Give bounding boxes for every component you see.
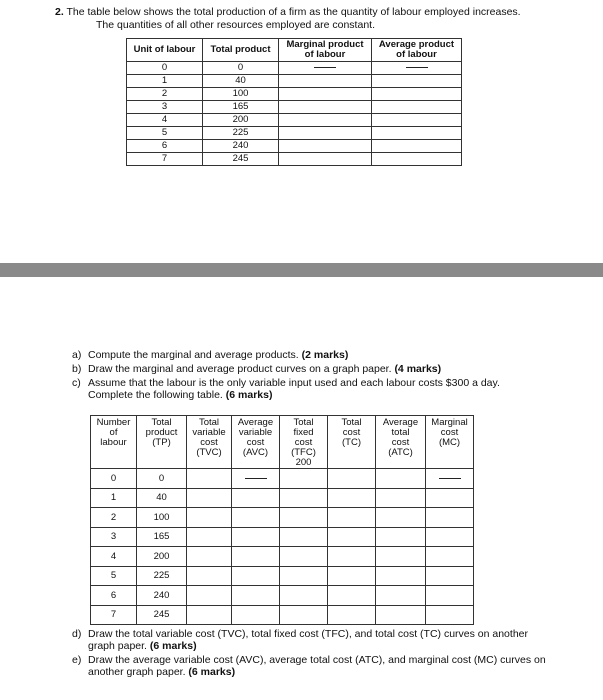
production-table-row xyxy=(127,75,462,88)
production-table-cell-value: 4 xyxy=(161,114,168,125)
cost-table-header-text: fixed xyxy=(293,427,314,438)
cost-table-header-cell xyxy=(232,416,280,469)
cost-table-cell xyxy=(187,547,232,567)
question-part xyxy=(72,349,546,361)
cost-table-cell xyxy=(280,469,328,489)
cost-table-cell xyxy=(187,527,232,547)
cost-table-header-cell xyxy=(376,416,426,469)
production-table-header xyxy=(127,39,462,62)
cost-table-cell xyxy=(280,508,328,528)
cost-table-header-text: Total xyxy=(198,417,220,428)
production-table-cell xyxy=(372,153,462,166)
production-table-row xyxy=(127,88,462,101)
cost-table-cell xyxy=(376,566,426,586)
production-table-cell xyxy=(372,114,462,127)
cost-table-cell xyxy=(328,605,376,625)
cost-table-cell xyxy=(137,566,187,586)
cost-table-cell xyxy=(328,508,376,528)
cost-table-cell xyxy=(376,469,426,489)
cost-table-cell xyxy=(426,547,474,567)
cost-table-header-cell xyxy=(328,416,376,469)
cost-table-cell xyxy=(328,547,376,567)
cost-table-row xyxy=(91,605,474,625)
cost-table-cell-value: 40 xyxy=(156,492,167,504)
cost-table-header-text: cost xyxy=(246,437,265,448)
cost-table-cell-value: 0 xyxy=(110,472,117,484)
production-table-header-cell xyxy=(279,39,372,62)
cost-table-header-text: 200 xyxy=(295,457,312,468)
cost-table-cell xyxy=(187,566,232,586)
cost-table-cell xyxy=(376,508,426,528)
blank-dash xyxy=(406,67,428,68)
cost-table-header-text: (TC) xyxy=(342,437,361,448)
question-part-marks: (6 marks) xyxy=(149,640,197,652)
cost-table-cell xyxy=(91,586,137,606)
cost-table-cell-value: 7 xyxy=(110,609,117,621)
cost-table-cell xyxy=(137,469,187,489)
cost-table-header-text: cost xyxy=(342,427,361,438)
production-table-cell-value: 3 xyxy=(161,101,168,112)
cost-table-cell xyxy=(376,547,426,567)
cost-table-cell xyxy=(426,586,474,606)
cost-table-cell xyxy=(137,605,187,625)
cost-table-cell xyxy=(328,566,376,586)
cost-table-row xyxy=(91,527,474,547)
question-part-text: Draw the average variable cost (AVC), average total cost (ATC), and marginal cost (MC) curves on another graph paper. xyxy=(88,654,546,678)
production-table-cell xyxy=(203,114,279,127)
production-table-cell xyxy=(279,153,372,166)
production-table-header-text: Total product xyxy=(210,44,271,55)
production-table-cell xyxy=(127,101,203,114)
cost-table-header-text: Marginal xyxy=(431,417,468,428)
cost-table-header-cell xyxy=(280,416,328,469)
production-table-row xyxy=(127,62,462,75)
cost-table-cell xyxy=(91,488,137,508)
production-table-cell-value: 100 xyxy=(232,88,249,99)
cost-table-cell xyxy=(426,605,474,625)
question-part xyxy=(72,654,548,678)
cost-table-cell xyxy=(426,566,474,586)
production-table-cell xyxy=(203,88,279,101)
production-table-cell xyxy=(203,153,279,166)
question-part-marks: (4 marks) xyxy=(394,363,442,375)
cost-table-cell-value: 200 xyxy=(153,550,170,562)
cost-table-cell xyxy=(232,586,280,606)
cost-table-cell xyxy=(91,508,137,528)
cost-table-header-text: Total xyxy=(293,417,314,428)
blank-dash xyxy=(439,478,461,479)
production-table-cell-value: 2 xyxy=(161,88,168,99)
blank-dash xyxy=(314,67,336,68)
cost-table-cell xyxy=(376,586,426,606)
question-part-marks: (6 marks) xyxy=(225,389,273,401)
cost-table-row xyxy=(91,469,474,489)
production-table-header-text: of labour xyxy=(396,49,437,60)
cost-table-cell xyxy=(376,527,426,547)
blank-dash xyxy=(245,478,267,479)
cost-table-header-text: cost xyxy=(200,437,218,448)
cost-table-cell xyxy=(187,586,232,606)
production-table-cell-value: 200 xyxy=(232,114,249,125)
cost-table-cell xyxy=(280,527,328,547)
cost-table-cell xyxy=(328,488,376,508)
production-table-cell-value: 6 xyxy=(161,140,168,151)
cost-table-cell-value: 2 xyxy=(110,511,117,523)
cost-table-header-text: (MC) xyxy=(438,437,461,448)
production-table-cell xyxy=(127,62,203,75)
cost-table xyxy=(90,415,474,625)
cost-table-row xyxy=(91,566,474,586)
question-parts-d-e xyxy=(72,628,548,680)
cost-table-header-text: (TP) xyxy=(152,437,171,448)
cost-table-cell xyxy=(91,547,137,567)
question-part-text: Draw the total variable cost (TVC), total fixed cost (TFC), and total cost (TC) curves on another graph paper. xyxy=(88,628,528,652)
cost-table-cell xyxy=(280,488,328,508)
question-part-text: Compute the marginal and average products. xyxy=(88,349,299,361)
cost-table-cell xyxy=(426,469,474,489)
cost-table-header-cell xyxy=(426,416,474,469)
production-table-cell xyxy=(203,62,279,75)
production-table-cell-value: 225 xyxy=(232,127,249,138)
production-table-cell-value: 5 xyxy=(161,127,168,138)
production-table-header-cell xyxy=(203,39,279,62)
cost-table-cell xyxy=(426,527,474,547)
cost-table-row xyxy=(91,488,474,508)
production-table-cell xyxy=(372,75,462,88)
cost-table-header-text: (TFC) xyxy=(291,447,316,458)
production-table-cell-value: 0 xyxy=(237,62,244,73)
cost-table-header-text: of xyxy=(109,427,118,438)
cost-table-cell xyxy=(91,527,137,547)
production-table-cell xyxy=(203,140,279,153)
cost-table-cell xyxy=(232,547,280,567)
cost-table-cell-value: 100 xyxy=(153,511,170,523)
cost-table-cell xyxy=(426,488,474,508)
cost-table-cell xyxy=(280,586,328,606)
production-table-cell xyxy=(372,127,462,140)
production-table-cell-value: 240 xyxy=(232,140,249,151)
cost-table-cell xyxy=(137,488,187,508)
cost-table-header-text: labour xyxy=(100,437,127,448)
cost-table-header-text: cost xyxy=(391,437,410,448)
cost-table-cell xyxy=(187,508,232,528)
cost-table-cell-value: 1 xyxy=(110,492,117,504)
cost-table-cell-value: 4 xyxy=(110,550,117,562)
question-part-label: b) xyxy=(72,363,82,375)
production-table-cell-value: 245 xyxy=(232,153,249,164)
cost-table-row xyxy=(91,547,474,567)
cost-table-cell-value: 3 xyxy=(110,531,117,543)
cost-table-cell-value: 6 xyxy=(110,589,117,601)
cost-table-header-cell xyxy=(187,416,232,469)
page-bottom xyxy=(0,277,603,700)
cost-table-cell xyxy=(187,605,232,625)
production-table-row xyxy=(127,127,462,140)
production-table xyxy=(126,38,462,166)
cost-table-cell xyxy=(91,566,137,586)
cost-table-cell xyxy=(91,469,137,489)
cost-table-header-text: (AVC) xyxy=(242,447,269,458)
question-parts-a-c xyxy=(72,349,546,403)
cost-table-cell xyxy=(137,527,187,547)
cost-table-cell xyxy=(232,566,280,586)
production-table-cell xyxy=(127,140,203,153)
cost-table-cell xyxy=(232,508,280,528)
production-table-cell-value: 0 xyxy=(161,62,168,73)
production-table-row xyxy=(127,101,462,114)
production-table-cell-value: 165 xyxy=(232,101,249,112)
production-table-cell xyxy=(372,88,462,101)
production-table-cell-value: 7 xyxy=(161,153,168,164)
cost-table-header-text: cost xyxy=(440,427,459,438)
question-part xyxy=(72,377,546,401)
cost-table-cell xyxy=(187,488,232,508)
question-number: 2. xyxy=(55,6,64,18)
production-table-cell xyxy=(127,75,203,88)
production-table-cell xyxy=(279,88,372,101)
cost-table-cell-value: 0 xyxy=(158,472,165,484)
cost-table-header-text: Total xyxy=(151,417,172,428)
production-table-cell xyxy=(279,140,372,153)
cost-table-cell xyxy=(137,586,187,606)
production-table-cell xyxy=(279,101,372,114)
production-table-row xyxy=(127,153,462,166)
question-title xyxy=(55,6,595,19)
cost-table-cell xyxy=(328,469,376,489)
production-table-cell-value: 1 xyxy=(161,75,168,86)
production-table-cell xyxy=(203,101,279,114)
production-table-cell xyxy=(127,153,203,166)
cost-table-cell-value: 240 xyxy=(153,589,170,601)
production-table-cell xyxy=(279,75,372,88)
production-table-cell xyxy=(279,62,372,75)
cost-table-cell xyxy=(187,469,232,489)
cost-table-header xyxy=(91,416,474,469)
production-table-header-cell xyxy=(372,39,462,62)
production-table-header-cell xyxy=(127,39,203,62)
question-part-label: d) xyxy=(72,628,82,640)
production-table-cell xyxy=(372,101,462,114)
question-part-label: c) xyxy=(72,377,81,389)
cost-table-cell-value: 5 xyxy=(110,570,117,582)
production-table-cell xyxy=(279,127,372,140)
cost-table-cell xyxy=(280,566,328,586)
page-top xyxy=(0,0,603,263)
cost-table-cell xyxy=(137,547,187,567)
cost-table-header-text: cost xyxy=(294,437,313,448)
cost-table-cell xyxy=(328,586,376,606)
cost-table-header-text: total xyxy=(391,427,410,438)
cost-table-row xyxy=(91,508,474,528)
cost-table-cell xyxy=(376,488,426,508)
cost-table-header-text: product xyxy=(145,427,178,438)
cost-table-header-cell xyxy=(137,416,187,469)
cost-table-cell xyxy=(232,605,280,625)
cost-table-header-text: (ATC) xyxy=(388,447,413,458)
production-table-cell xyxy=(279,114,372,127)
question-subtext: The quantities of all other resources employed are constant. xyxy=(96,19,375,31)
question-part-text: Draw the marginal and average product curves on a graph paper. xyxy=(88,363,392,375)
question-part-label: e) xyxy=(72,654,82,666)
question-part-marks: (2 marks) xyxy=(301,349,349,361)
production-table-cell-value: 40 xyxy=(235,75,246,86)
cost-table-cell xyxy=(376,605,426,625)
production-table-cell xyxy=(372,62,462,75)
cost-table-cell xyxy=(232,469,280,489)
cost-table-cell xyxy=(232,527,280,547)
cost-table-cell xyxy=(137,508,187,528)
cost-table-row xyxy=(91,586,474,606)
production-table-header-text: of labour xyxy=(304,49,346,60)
cost-table-cell-value: 225 xyxy=(153,570,170,582)
production-table-row xyxy=(127,140,462,153)
cost-table-header-text: variable xyxy=(192,427,226,438)
cost-table-cell xyxy=(280,547,328,567)
cost-table-cell xyxy=(426,508,474,528)
question-part xyxy=(72,628,548,652)
question-part-marks: (6 marks) xyxy=(188,666,236,678)
production-table-cell xyxy=(203,127,279,140)
cost-table-cell xyxy=(328,527,376,547)
production-table-header-text: Marginal product xyxy=(286,39,364,50)
production-table-header-text: Average product xyxy=(378,39,455,50)
cost-table-cell xyxy=(280,605,328,625)
production-table-cell xyxy=(127,127,203,140)
cost-table-header-text: Total xyxy=(341,417,362,428)
question-part-label: a) xyxy=(72,349,82,361)
question-intro: The table below shows the total production of a firm as the quantity of labour employed increases. xyxy=(66,6,521,18)
cost-table-header-text: variable xyxy=(238,427,273,438)
cost-table-cell xyxy=(232,488,280,508)
production-table-cell xyxy=(203,75,279,88)
production-table-header-text: Unit of labour xyxy=(133,44,196,55)
cost-table-cell-value: 165 xyxy=(153,531,170,543)
cost-table-header-text: Number xyxy=(96,417,131,428)
cost-table-header-text: (TVC) xyxy=(196,447,222,458)
production-table-row xyxy=(127,114,462,127)
cost-table-header-text: Average xyxy=(382,417,419,428)
cost-table-header-cell xyxy=(91,416,137,469)
cost-table-cell-value: 245 xyxy=(153,609,170,621)
question-part-text: Assume that the labour is the only variable input used and each labour costs $300 a day. Complete the following table. xyxy=(88,377,500,401)
question-part xyxy=(72,363,546,375)
page-separator xyxy=(0,263,603,277)
cost-table-cell xyxy=(91,605,137,625)
cost-table-header-text: Average xyxy=(237,417,274,428)
production-table-cell xyxy=(372,140,462,153)
production-table-cell xyxy=(127,114,203,127)
production-table-cell xyxy=(127,88,203,101)
